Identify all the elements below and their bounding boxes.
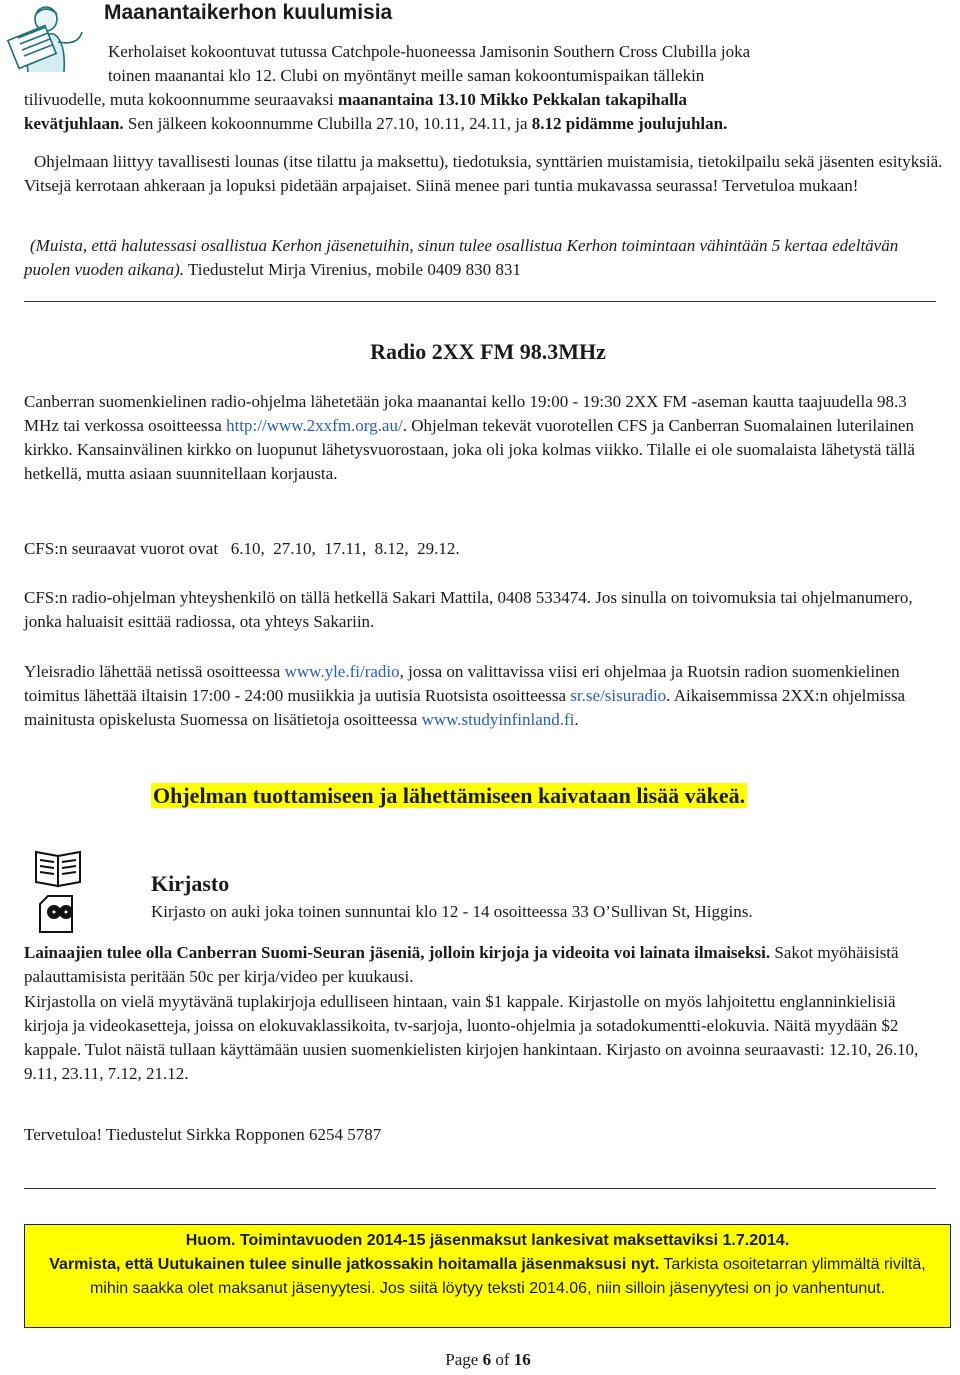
notice-line-2-bold: Varmista, että Uutukainen tulee sinulle jatkossakin hoitamalla jäsenmaksusi nyt. — [49, 1256, 660, 1273]
page-number — [0, 1350, 960, 1370]
radio-producers-text: . Ohjelman tekevät vuorotellen CFS ja Canberran Suomalainen luterilainen kirkko. Kansainvälinen kirkko on luopunut lähetysvuorostaan, joka oli joka kolmas viikko. Tilalle ei ole suomalaista lähetystä tällä hetkellä, mutta asiaan suunnitellaan korjausta. — [24, 416, 915, 483]
notice-line-2-rest: Tarkista osoitetarran ylimmältä riviltä, mihin saakka olet maksanut jäsenyytesi. Jos siitä löytyy teksti 2014.06, niin silloin jäsenyytesi on jo vanhentunut. — [89, 1256, 926, 1297]
club-christmas-party: 8.12 pidämme joulujuhlan. — [531, 114, 728, 133]
club-p1-line3a: tilivuodelle, muta kokoonnumme seuraavaksi — [24, 90, 338, 109]
page-current: 6 — [482, 1350, 492, 1369]
club-meeting-info: maanantaina 13.10 Mikko Pekkalan takapihalla — [337, 90, 688, 109]
radio-station-link[interactable]: http://www.2xxfm.org.au/ — [226, 416, 403, 435]
radio-schedule-text: Canberran suomenkielinen radio-ohjelma lähetetään joka maanantai kello 19:00 - 19:30 2XX FM -aseman kautta taajuudella 98.3 MHz tai verkossa osoitteessa — [24, 392, 907, 435]
studyinfinland-link[interactable]: www.studyinfinland.fi — [421, 710, 575, 729]
page-total: 16 — [513, 1350, 531, 1369]
radio-title: Radio 2XX FM 98.3MHz — [370, 339, 606, 364]
yle-paragraph — [24, 660, 939, 732]
library-membership-rule: Lainaajien tulee olla Canberran Suomi-Seuran jäseniä, jolloin kirjoja ja videoita voi lainata ilmaiseksi. — [24, 943, 771, 962]
library-intro: Kirjasto on auki joka toinen sunnuntai klo 12 - 14 osoitteessa 33 O’Sullivan St, Higgins. — [151, 902, 753, 921]
library-paragraph-1 — [24, 941, 939, 989]
club-paragraph-1 — [24, 40, 944, 136]
club-membership-note: (Muista, että halutessasi osallistua Kerhon jäsenetuihin, sinun tulee osallistua Kerhon toimintaan vähintään 5 kertaa edeltävän puolen vuoden aikana). — [24, 236, 899, 279]
page-prefix: Page — [445, 1350, 483, 1369]
radio-volunteer-callout — [151, 781, 747, 813]
club-p1-line2: toinen maanantai klo 12. Clubi on myöntänyt meille saman kokoontumispaikan tällekin — [108, 66, 705, 85]
volunteer-highlight: Ohjelman tuottamiseen ja lähettämiseen kaivataan lisää väkeä. — [153, 783, 746, 808]
yle-text-a: Yleisradio lähettää netissä osoitteessa — [24, 662, 285, 681]
yle-text-b: , jossa on valittavissa viisi eri ohjelmaa ja Ruotsin radion suomenkielinen toimitus lähettää iltaisin 17:00 - 24:00 musiikkia ja uutisia Ruotsista osoitteessa — [24, 662, 900, 705]
radio-paragraph-1 — [24, 390, 939, 486]
divider-2 — [24, 1188, 936, 1189]
library-fines: Sakot myöhäisistä palauttamisista peritään 50c per kirja/video per kuukausi. — [24, 943, 899, 986]
sisuradio-link[interactable]: sr.se/sisuradio — [570, 686, 667, 705]
divider-1 — [24, 301, 936, 302]
club-p1-line4b: Sen jälkeen kokoonnumme Clubilla 27.10, 10.11, 24.11, ja — [123, 114, 532, 133]
library-paragraph-2: Kirjastolla on vielä myytävänä tuplakirjoja edulliseen hintaan, vain $1 kappale. Kirjastolle on myös lahjoitettu englanninkielisiä kirjoja ja videokasetteja, joissa on elokuvaklassikoita, tv-sarjoja, luonto-ohjelmia ja sotadokumentti-elokuvia. Näitä myydään $2 kappale. Tulot näistä tullaan käyttämään uusien suomenkielisten kirjojen hankintaan. Kirjasto on avoinna seuraavasti: 12.10, 26.10, 9.11, 23.11, 7.12, 21.12. — [24, 992, 919, 1083]
notice-line-1: Huom. Toimintavuoden 2014-15 jäsenmaksut lankesivat maksettaviksi 1.7.2014. — [185, 1232, 790, 1249]
library-book-clipart — [32, 846, 88, 936]
library-welcome: Tervetuloa! Tiedustelut Sirkka Ropponen 6254 5787 — [24, 1125, 382, 1144]
library-title: Kirjasto — [151, 871, 230, 896]
club-program-text: Ohjelmaan liittyy tavallisesti lounas (itse tilattu ja maksettu), tiedotuksia, synttärien muistamisia, tietokilpailu sekä jäsenten esityksiä. Vitsejä kerrotaan ahkeraan ja lopuksi pidetään arpajaiset. Siinä menee pari tuntia mukavassa seurassa! Tervetuloa mukaan! — [24, 152, 943, 195]
club-paragraph-2 — [24, 150, 944, 198]
club-p1-line1: Kerholaiset kokoontuvat tutussa Catchpole-huoneessa Jamisonin Southern Cross Clubilla joka — [108, 42, 751, 61]
page-mid: of — [491, 1350, 514, 1369]
radio-contact: CFS:n radio-ohjelman yhteyshenkilö on tällä hetkellä Sakari Mattila, 0408 533474. Jos sinulla on toivomuksia tai ohjelmanumero, jonka haluaisit esittää radiossa, ota yhteys Sakariin. — [24, 588, 913, 631]
club-title: Maanantaikerhon kuulumisia — [104, 1, 393, 24]
yle-text-d: . — [574, 710, 579, 729]
club-contact: Tiedustelut Mirja Virenius, mobile 0409 830 831 — [184, 260, 521, 279]
yle-radio-link[interactable]: www.yle.fi/radio — [284, 662, 400, 681]
membership-fee-notice — [24, 1224, 951, 1328]
radio-turns: CFS:n seuraavat vuorot ovat 6.10, 27.10, 17.11, 8.12, 29.12. — [24, 539, 460, 558]
yle-text-c: . Aikaisemmissa 2XX:n ohjelmissa mainitusta opiskelusta Suomessa on lisätietoja osoitteessa — [24, 686, 906, 729]
club-paragraph-3 — [24, 234, 944, 282]
club-spring-party: kevätjuhlaan. — [24, 114, 124, 133]
